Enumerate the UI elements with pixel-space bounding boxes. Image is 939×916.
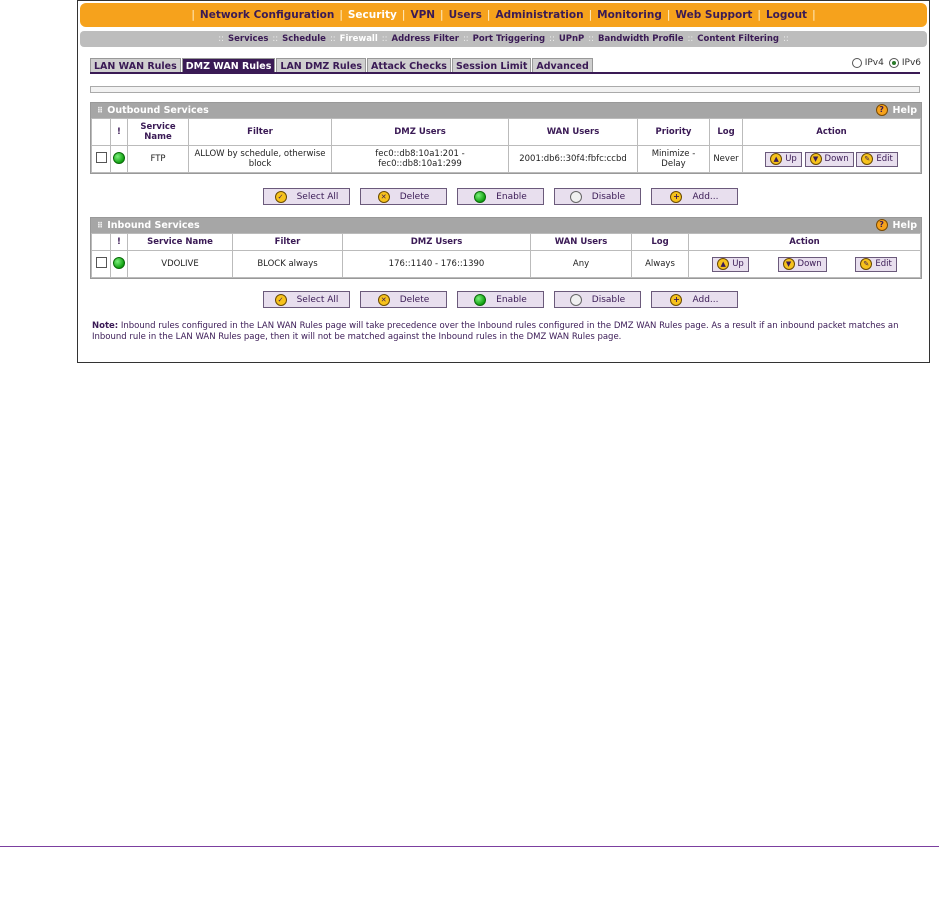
inbound-delete-button[interactable]: ✕ Delete <box>360 291 447 308</box>
tab-session-limit[interactable]: Session Limit <box>452 58 531 73</box>
tab-attack-checks[interactable]: Attack Checks <box>367 58 451 73</box>
action-column-header: Action <box>689 234 921 251</box>
inbound-help-label: Help <box>892 219 917 231</box>
nav-vpn[interactable]: VPN <box>410 9 436 21</box>
service-name-cell: VDOLIVE <box>128 251 233 278</box>
subnav-firewall[interactable]: Firewall <box>339 34 378 44</box>
action-cell <box>689 251 921 278</box>
outbound-button-row <box>263 188 738 205</box>
status-enabled-icon <box>113 152 125 164</box>
delete-icon: ✕ <box>378 191 390 203</box>
ipv6-radio[interactable] <box>889 58 899 68</box>
subnav-upnp[interactable]: UPnP <box>558 34 585 44</box>
outbound-services-section <box>90 102 922 174</box>
nav-monitoring[interactable]: Monitoring <box>597 9 662 21</box>
inbound-help-link[interactable] <box>876 219 917 231</box>
disable-icon <box>570 191 582 203</box>
priority-column-header: Priority <box>638 119 710 146</box>
edit-button[interactable]: ✎ Edit <box>855 257 896 272</box>
ipv4-label: IPv4 <box>864 58 884 68</box>
filter-column-header: Filter <box>189 119 332 146</box>
add-icon: + <box>670 191 682 203</box>
status-bar <box>90 86 920 93</box>
down-arrow-icon: ▼ <box>810 153 822 165</box>
status-column-header: ! <box>111 234 128 251</box>
wan-users-column-header: WAN Users <box>509 119 638 146</box>
inbound-button-row <box>263 291 738 308</box>
dmz-users-column-header: DMZ Users <box>332 119 509 146</box>
up-button[interactable]: ▲ Up <box>712 257 749 272</box>
ipv4-radio[interactable] <box>852 58 862 68</box>
page-bottom-rule <box>0 846 939 847</box>
outbound-enable-button[interactable]: Enable <box>457 188 544 205</box>
outbound-services-title: Outbound Services <box>107 105 209 116</box>
subnav-schedule[interactable]: Schedule <box>282 34 326 44</box>
subnav-services[interactable]: Services <box>228 34 269 44</box>
row-select-checkbox[interactable] <box>96 257 107 268</box>
note-text: Inbound rules configured in the LAN WAN Rules page will take precedence over the Inbound rules configured in the DMZ WAN Rules page. As a result if an inbound packet matches an Inbound rule in the LAN WAN Rules page, then it will not be matched against the Inbound rules in the DMZ WAN Rules page. <box>92 321 899 342</box>
precedence-note <box>92 321 918 343</box>
help-icon: ? <box>876 219 888 231</box>
grip-icon: ⠿ <box>97 106 104 115</box>
log-cell: Always <box>632 251 689 278</box>
nav-web-support[interactable]: Web Support <box>675 9 753 21</box>
enable-icon <box>474 294 486 306</box>
nav-logout[interactable]: Logout <box>765 9 808 21</box>
wan-users-cell: 2001:db6::30f4:fbfc:ccbd <box>509 146 638 173</box>
tab-advanced[interactable]: Advanced <box>532 58 592 73</box>
nav-network-configuration[interactable]: Network Configuration <box>199 9 335 21</box>
status-enabled-icon <box>113 257 125 269</box>
outbound-select-all-button[interactable]: ✓ Select All <box>263 188 350 205</box>
filter-cell: ALLOW by schedule, otherwise block <box>189 146 332 173</box>
wan-users-cell: Any <box>531 251 632 278</box>
main-nav: | Network Configuration | Security | VPN | Users | Administration | Monitoring | Web Support | Logout | <box>80 3 927 27</box>
edit-button[interactable]: ✎ Edit <box>856 152 897 167</box>
priority-cell: Minimize - Delay <box>638 146 710 173</box>
dmz-users-cell: fec0::db8:10a1:201 - fec0::db8:10a1:299 <box>332 146 509 173</box>
delete-icon: ✕ <box>378 294 390 306</box>
outbound-disable-button[interactable]: Disable <box>554 188 641 205</box>
down-button[interactable]: ▼ Down <box>778 257 827 272</box>
outbound-add-button[interactable]: + Add... <box>651 188 738 205</box>
disable-icon <box>570 294 582 306</box>
outbound-services-table <box>91 118 921 173</box>
enable-icon <box>474 191 486 203</box>
up-button[interactable]: ▲ Up <box>765 152 802 167</box>
inbound-services-table <box>91 233 921 278</box>
sub-nav: :: Services :: Schedule :: Firewall :: Address Filter :: Port Triggering :: UPnP :: Bandwidth Profile :: Content Filtering :: <box>80 31 927 47</box>
filter-cell: BLOCK always <box>233 251 343 278</box>
ip-version-selector <box>852 58 921 68</box>
inbound-services-section <box>90 217 922 279</box>
note-label: Note: <box>92 321 119 331</box>
action-cell <box>743 146 921 173</box>
service-name-column-header: Service Name <box>128 119 189 146</box>
tab-lan-dmz-rules[interactable]: LAN DMZ Rules <box>276 58 366 73</box>
dmz-users-cell: 176::1140 - 176::1390 <box>343 251 531 278</box>
tab-underline <box>90 72 920 74</box>
log-column-header: Log <box>710 119 743 146</box>
select-column-header <box>92 119 111 146</box>
service-name-cell: FTP <box>128 146 189 173</box>
service-name-column-header: Service Name <box>128 234 233 251</box>
outbound-help-label: Help <box>892 104 917 116</box>
nav-security[interactable]: Security <box>347 9 397 21</box>
edit-icon: ✎ <box>861 153 873 165</box>
filter-column-header: Filter <box>233 234 343 251</box>
ipv6-label: IPv6 <box>901 58 921 68</box>
wan-users-column-header: WAN Users <box>531 234 632 251</box>
edit-icon: ✎ <box>860 258 872 270</box>
tab-bar <box>90 58 594 72</box>
table-header-row <box>92 234 921 251</box>
tab-dmz-wan-rules[interactable]: DMZ WAN Rules <box>182 58 276 73</box>
inbound-select-all-button[interactable]: ✓ Select All <box>263 291 350 308</box>
help-icon: ? <box>876 104 888 116</box>
table-row <box>92 251 921 278</box>
log-cell: Never <box>710 146 743 173</box>
row-select-checkbox[interactable] <box>96 152 107 163</box>
check-icon: ✓ <box>275 191 287 203</box>
inbound-services-header <box>91 218 921 233</box>
nav-administration[interactable]: Administration <box>495 9 584 21</box>
down-arrow-icon: ▼ <box>783 258 795 270</box>
outbound-help-link[interactable] <box>876 104 917 116</box>
subnav-port-triggering[interactable]: Port Triggering <box>472 34 546 44</box>
dmz-users-column-header: DMZ Users <box>343 234 531 251</box>
up-arrow-icon: ▲ <box>770 153 782 165</box>
add-icon: + <box>670 294 682 306</box>
subnav-content-filtering[interactable]: Content Filtering <box>697 34 779 44</box>
table-row <box>92 146 921 173</box>
subnav-bandwidth-profile[interactable]: Bandwidth Profile <box>598 34 684 44</box>
subnav-address-filter[interactable]: Address Filter <box>391 34 459 44</box>
grip-icon: ⠿ <box>97 221 104 230</box>
tab-lan-wan-rules[interactable]: LAN WAN Rules <box>90 58 181 73</box>
outbound-delete-button[interactable]: ✕ Delete <box>360 188 447 205</box>
table-header-row <box>92 119 921 146</box>
outbound-services-header <box>91 103 921 118</box>
router-admin-frame <box>77 0 930 363</box>
log-column-header: Log <box>632 234 689 251</box>
select-column-header <box>92 234 111 251</box>
nav-users[interactable]: Users <box>448 9 482 21</box>
status-column-header: ! <box>111 119 128 146</box>
up-arrow-icon: ▲ <box>717 258 729 270</box>
action-column-header: Action <box>743 119 921 146</box>
down-button[interactable]: ▼ Down <box>805 152 854 167</box>
inbound-add-button[interactable]: + Add... <box>651 291 738 308</box>
inbound-enable-button[interactable]: Enable <box>457 291 544 308</box>
inbound-services-title: Inbound Services <box>107 220 200 231</box>
inbound-disable-button[interactable]: Disable <box>554 291 641 308</box>
check-icon: ✓ <box>275 294 287 306</box>
